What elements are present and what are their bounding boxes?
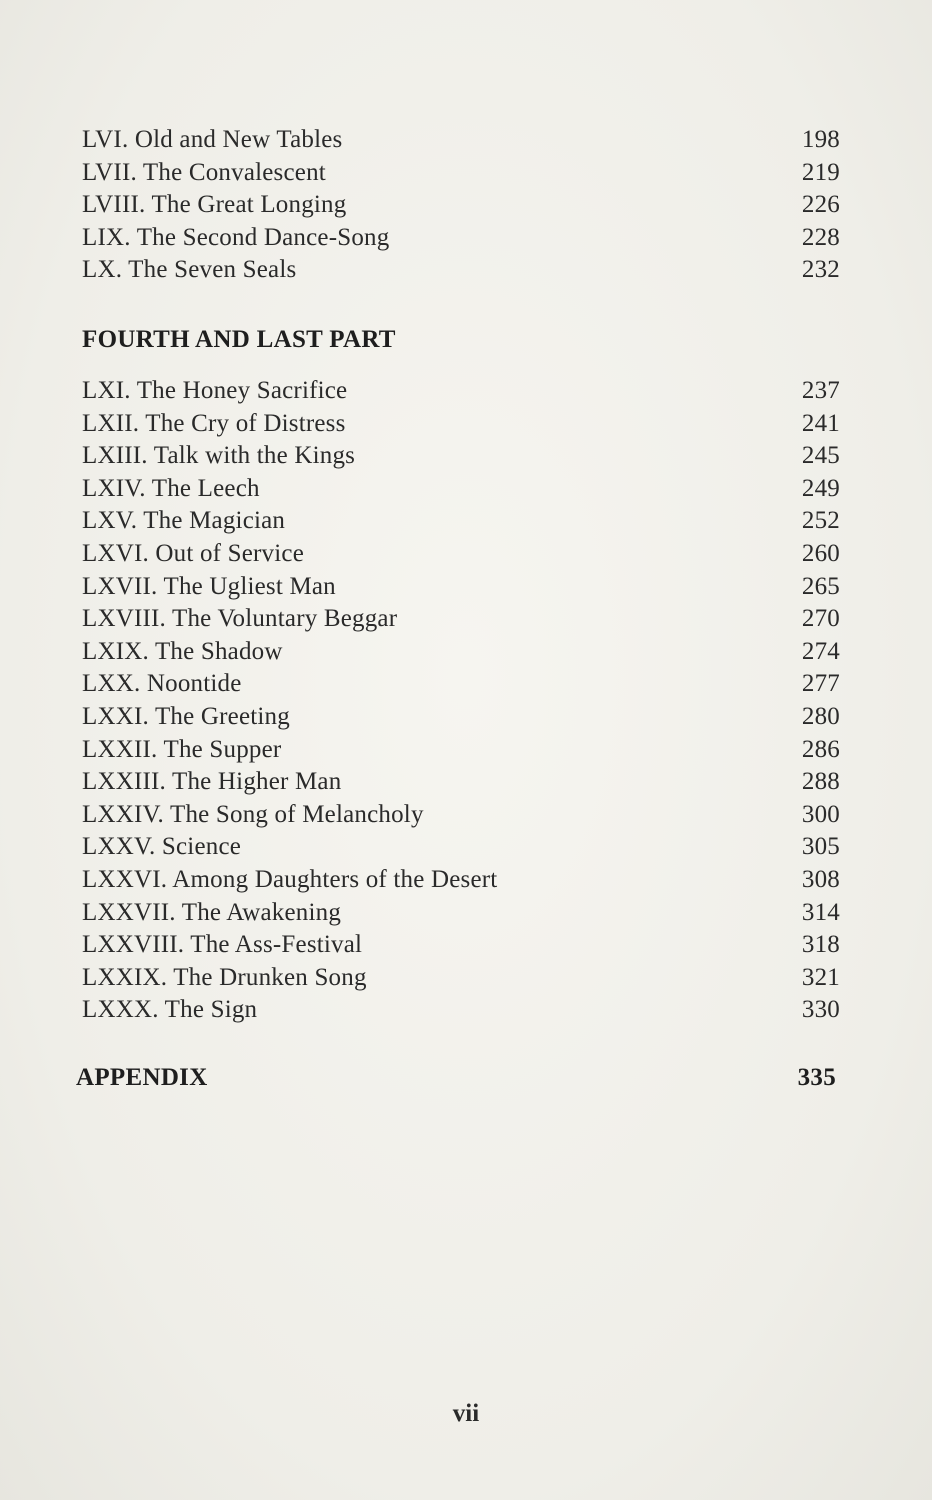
toc-entry [82,254,840,287]
toc-entry-page: 274 [801,637,840,665]
toc-entry-title: LXXVI. Among Daughters of the Desert [82,865,498,893]
toc-entry-title: LVII. The Convalescent [82,158,326,186]
toc-entry-page: 300 [801,800,840,828]
page-number: vii [452,1400,480,1427]
toc-entry [82,603,840,636]
appendix-page: 335 [797,1064,836,1091]
toc-entry [82,962,840,995]
toc-entry [82,929,840,962]
toc-entry [82,222,840,255]
toc-entry [82,440,840,473]
toc-entry-title: LVI. Old and New Tables [82,126,343,153]
toc-entry [82,994,840,1027]
toc-entry-title: LXVIII. The Voluntary Beggar [82,605,398,633]
toc-entry-title: LXXVII. The Awakening [82,898,342,926]
toc-entry [82,124,840,157]
toc-entry-page: 286 [801,735,840,763]
toc-entry-page: 277 [801,670,840,698]
toc-entry-title: LXIX. The Shadow [82,637,283,665]
toc-entry-page: 249 [801,474,840,502]
toc-entry [82,734,840,767]
toc-entry-page: 241 [801,409,840,437]
toc-entry [82,571,840,604]
toc-entry [82,897,840,930]
toc-entry [82,505,840,538]
toc-entry-page: 237 [801,377,840,404]
toc-entry [82,766,840,799]
toc-entry-page: 245 [801,442,840,470]
toc-entry-title: LXXIV. The Song of Melancholy [82,800,424,828]
toc-entry-title: LXX. Noontide [82,670,242,698]
toc-entry-page: 228 [801,223,840,251]
toc-entry-page: 314 [801,898,840,926]
toc-entry-page: 265 [801,572,840,600]
toc-entry-page: 270 [801,605,840,633]
toc-entry-page: 219 [801,158,840,186]
toc-entry-page: 226 [801,191,840,219]
toc-entry-page: 321 [801,963,840,991]
toc-entry-page: 232 [801,256,840,284]
toc-entry-title: LXII. The Cry of Distress [82,409,346,437]
part-heading: FOURTH AND LAST PART [82,326,396,353]
toc-entry [82,538,840,571]
toc-entry-page: 198 [801,126,840,153]
toc-entry [82,408,840,441]
toc-entry [82,375,840,408]
toc-entry [82,799,840,832]
toc-entry-title: LXIV. The Leech [82,474,260,502]
toc-entry-page: 318 [801,931,840,959]
toc-part3-list [82,124,840,287]
toc-entry-page: 260 [801,539,840,567]
toc-entry-page: 330 [801,996,840,1024]
toc-entry-title: LXI. The Honey Sacrifice [82,377,348,404]
toc-entry [82,189,840,222]
toc-entry-title: LXXIII. The Higher Man [82,768,342,796]
toc-entry-title: LXXIX. The Drunken Song [82,963,367,991]
toc-entry-title: LVIII. The Great Longing [82,191,347,219]
toc-entry-title: LXVII. The Ugliest Man [82,572,336,600]
toc-entry-title: LXXV. Science [82,833,242,861]
toc-entry [82,701,840,734]
toc-entry-title: LXXII. The Supper [82,735,282,763]
toc-entry [82,636,840,669]
toc-entry-title: LXV. The Magician [82,507,286,535]
toc-entry [82,831,840,864]
toc-entry-page: 305 [801,833,840,861]
toc-appendix [76,1064,836,1092]
toc-entry-title: LXXX. The Sign [82,996,258,1024]
toc-entry-title: LX. The Seven Seals [82,256,297,284]
toc-entry-page: 252 [801,507,840,535]
toc-entry [82,864,840,897]
toc-entry-page: 288 [801,768,840,796]
toc-part4-list [82,375,840,1027]
appendix-title: APPENDIX [76,1064,208,1091]
toc-entry-page: 308 [801,865,840,893]
toc-entry [82,473,840,506]
toc-entry-title: LIX. The Second Dance-Song [82,223,390,251]
toc-entry-title: LXXVIII. The Ass-Festival [82,931,363,959]
toc-entry-title: LXIII. Talk with the Kings [82,442,356,470]
toc-entry [82,157,840,190]
toc-entry-page: 280 [801,702,840,730]
toc-entry-title: LXVI. Out of Service [82,539,304,567]
toc-entry-title: LXXI. The Greeting [82,702,290,730]
toc-entry [82,668,840,701]
